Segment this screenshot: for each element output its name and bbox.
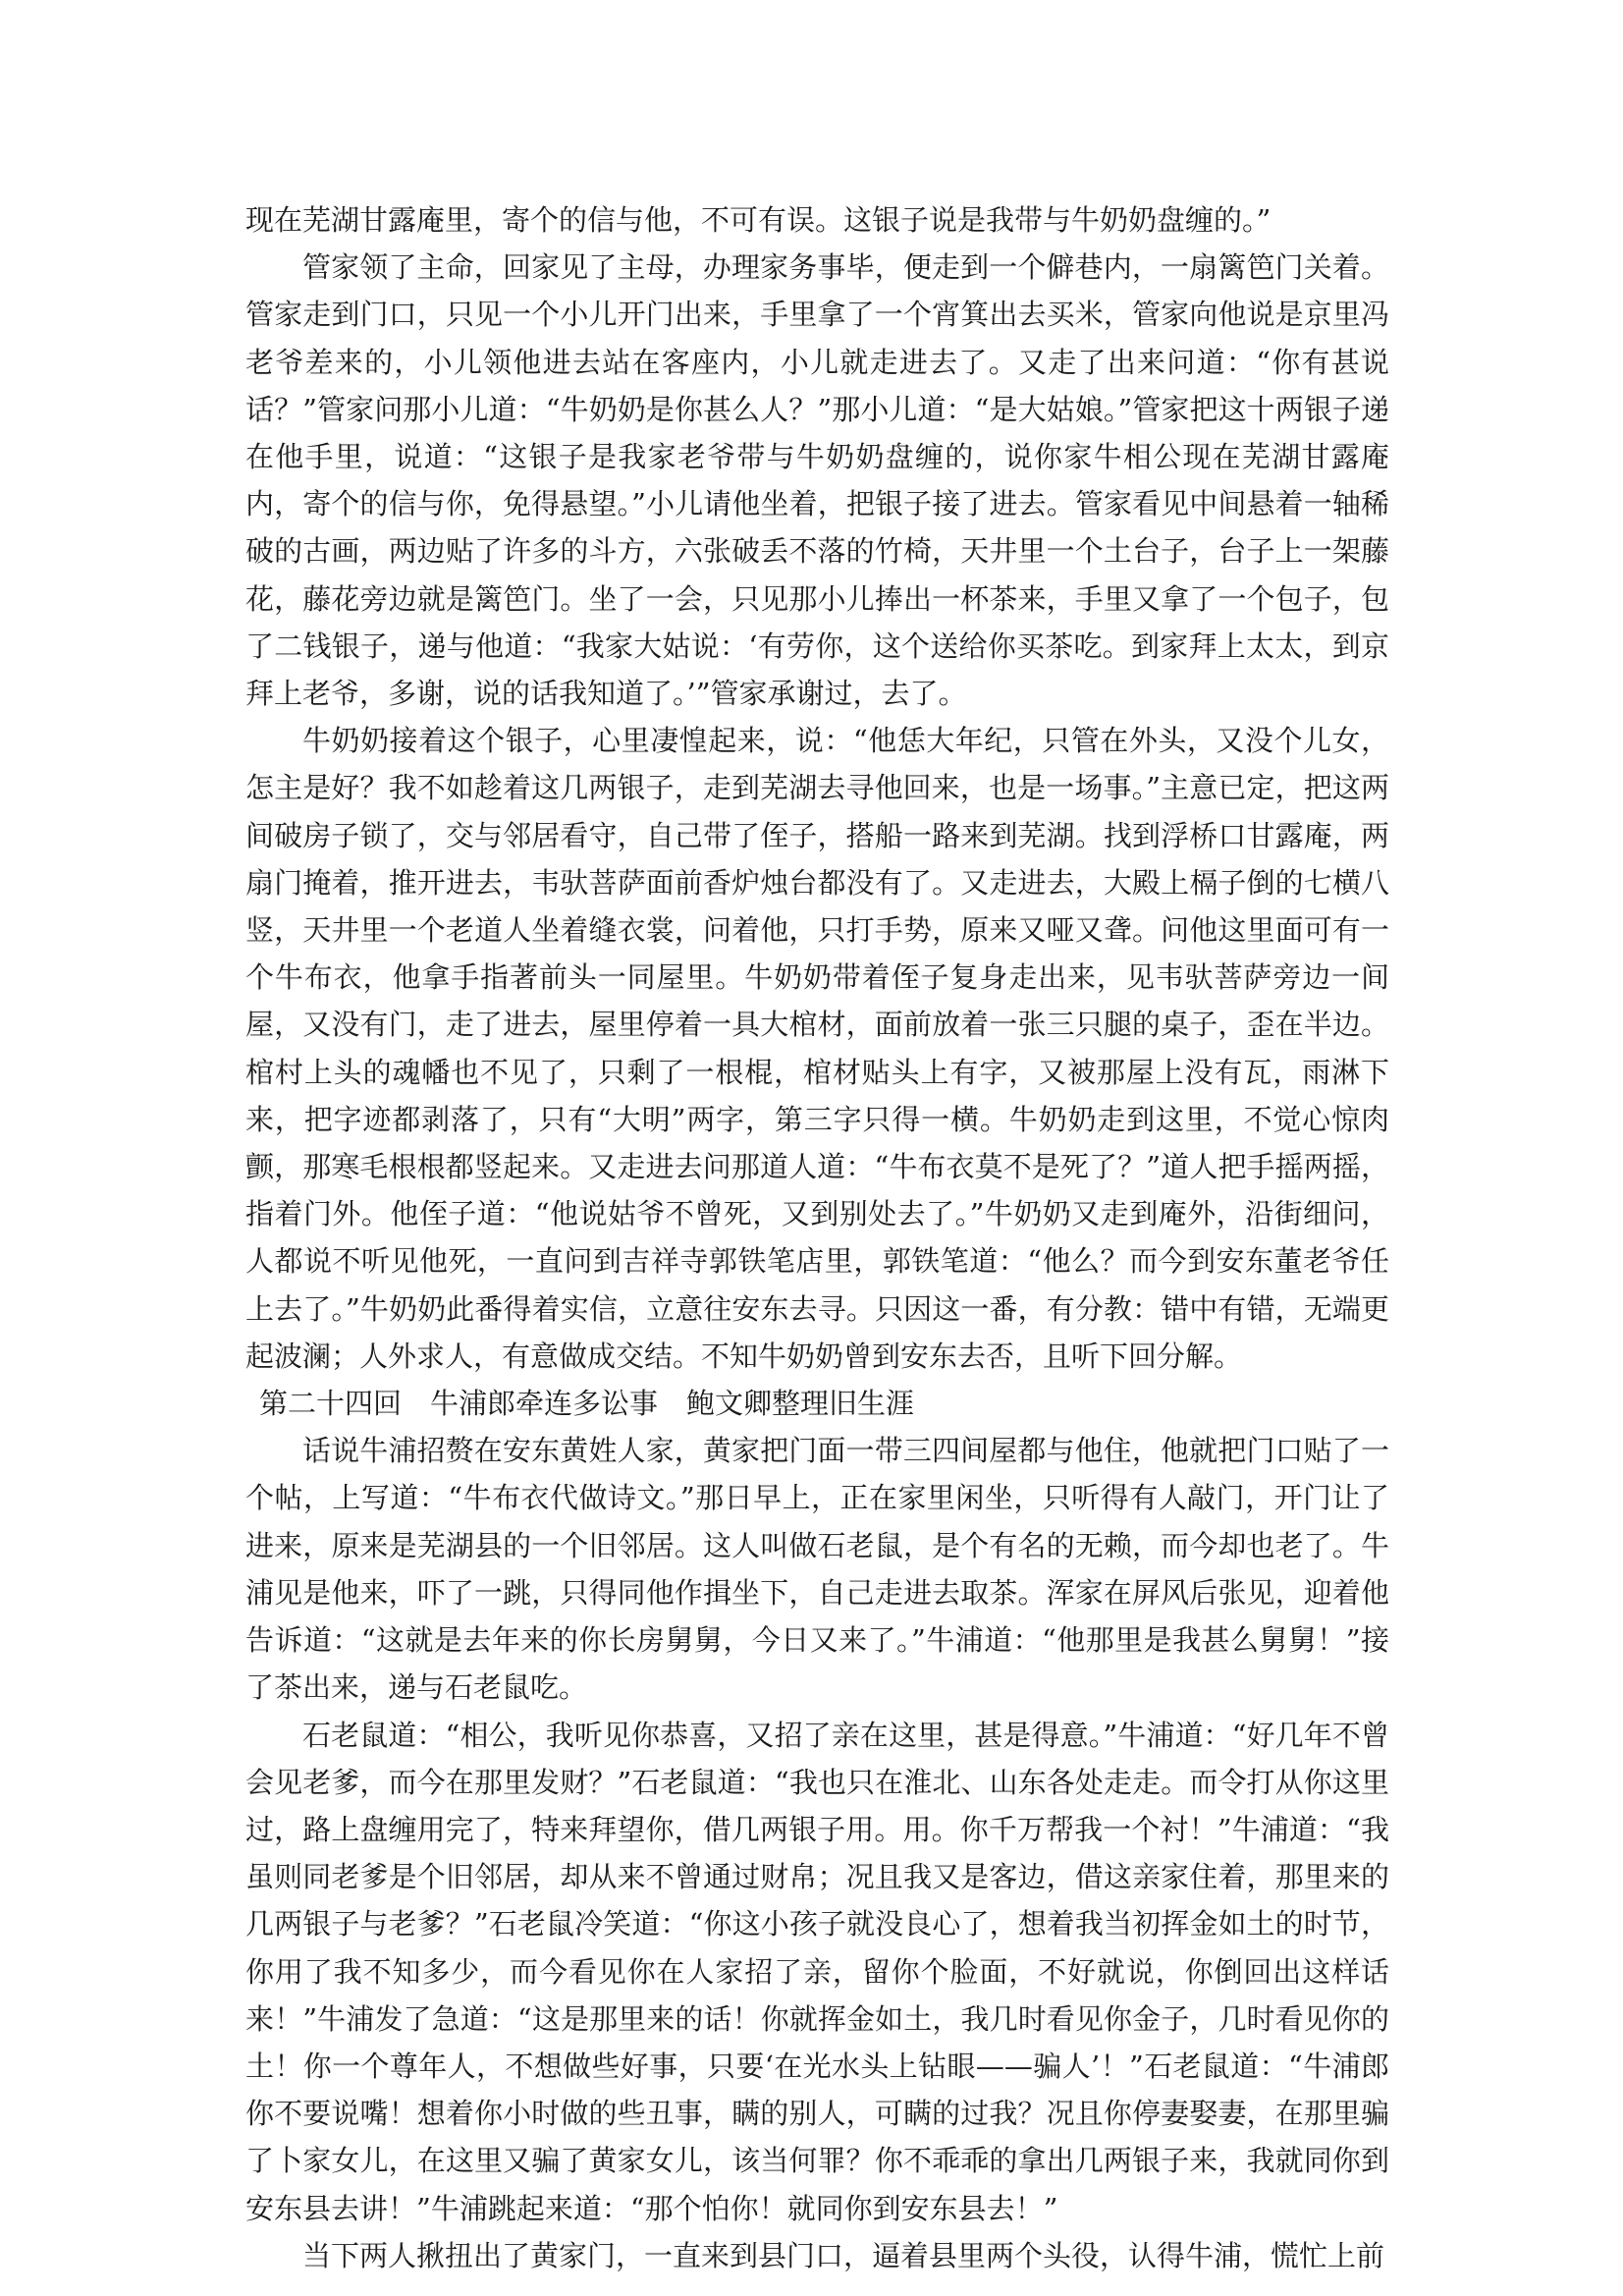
paragraph: 现在芜湖甘露庵里，寄个的信与他，不可有误。这银子说是我带与牛奶奶盘缠的。” [245,203,1271,237]
paragraph: 话说牛浦招赘在安东黄姓人家，黄家把门面一带三四间屋都与他住，他就把门口贴了一个帖，上写道：“牛布衣代做诗文。”那日早上，正在家里闲坐，只听得有人敲门，开门让了进来，原来是芜湖县的一个旧邻居。这人叫做石老鼠，是个有名的无赖，而今却也老了。牛浦见是他来，吓了一跳，只得同他作揖坐下，自己走进去取茶。浑家在屏风后张见，迎着他告诉道：“这就是去年来的你长房舅舅，今日又来了。”牛浦道：“他那里是我甚么舅舅！”接了茶出来，递与石老鼠吃。 [245,1434,1389,1705]
paragraph: 石老鼠道：“相公，我听见你恭喜，又招了亲在这里，甚是得意。”牛浦道：“好几年不曾会见老爹，而今在那里发财？”石老鼠道：“我也只在淮北、山东各处走走。而令打从你这里过，路上盘缠用完了，特来拜望你，借几两银子用。用。你千万帮我一个衬！”牛浦道：“我虽则同老爹是个旧邻居，却从来不曾通过财帛；况且我又是客边，借这亲家住着，那里来的几两银子与老爹？”石老鼠冷笑道：“你这小孩子就没良心了，想着我当初挥金如土的时节，你用了我不知多少，而今看见你在人家招了亲，留你个脸面，不好就说，你倒回出这样话来！”牛浦发了急道：“这是那里来的话！你就挥金如土，我几时看见你金子，几时看见你的土！你一个尊年人，不想做些好事，只要‘在光水头上钻眼——骗人’！”石老鼠道：“牛浦郎你不要说嘴！想着你小时做的些丑事，瞒的别人，可瞒的过我？况且你停妻娶妻，在那里骗了卜家女儿，在这里又骗了黄家女儿，该当何罪？你不乖乖的拿出几两银子来，我就同你到安东县去讲！”牛浦跳起来道：“那个怕你！就同你到安东县去！” [245,1718,1389,2225]
paragraph: 牛奶奶接着这个银子，心里凄惶起来，说：“他恁大年纪，只管在外头，又没个儿女，怎主是好？我不如趁着这几两银子，走到芜湖去寻他回来，也是一场事。”主意已定，把这两间破房子锁了，交与邻居看守，自己带了侄子，搭船一路来到芜湖。找到浮桥口甘露庵，两扇门掩着，推开进去，韦驮菩萨面前香炉烛台都没有了。又走进去，大殿上槅子倒的七横八竖，天井里一个老道人坐着缝衣裳，问着他，只打手势，原来又哑又聋。问他这里面可有一个牛布衣，他拿手指著前头一同屋里。牛奶奶带着侄子复身走出来，见韦驮菩萨旁边一间屋，又没有门，走了进去，屋里停着一具大棺材，面前放着一张三只腿的桌子，歪在半边。棺村上头的魂幡也不见了，只剩了一根棍，棺材贴头上有字，又被那屋上没有瓦，雨淋下来，把字迹都剥落了，只有“大明”两字，第三字只得一横。牛奶奶走到这里，不觉心惊肉颤，那寒毛根根都竖起来。又走进去问那道人道：“牛布衣莫不是死了？”道人把手摇两摇，指着门外。他侄子道：“他说姑爷不曾死，又到别处去了。”牛奶奶又走到庵外，沿街细问，人都说不听见他死，一直问到吉祥寺郭铁笔店里，郭铁笔道：“他么？而今到安东董老爷任上去了。”牛奶奶此番得着实信，立意往安东去寻。只因这一番，有分教：错中有错，无端更起波澜；人外求人，有意做成交结。不知牛奶奶曾到安东去否，且听下回分解。 [245,724,1389,1373]
paragraph: 当下两人揪扭出了黄家门，一直来到县门口，逼着县里两个头役，认得牛浦，慌忙上前 [302,2238,1385,2272]
document-page [245,196,1389,2279]
chapter-title: 第二十四回 牛浦郎牵连多讼事 鲍文卿整理旧生涯 [259,1387,915,1421]
paragraph: 管家领了主命，回家见了主母，办理家务事毕，便走到一个僻巷内，一扇篱笆门关着。管家走到门口，只见一个小儿开门出来，手里拿了一个宵箕出去买米，管家向他说是京里冯老爷差来的，小儿领他进去站在客座内，小儿就走进去了。又走了出来问道：“你有甚说话？”管家问那小儿道：“牛奶奶是你甚么人？”那小儿道：“是大姑娘。”管家把这十两银子递在他手里，说道：“这银子是我家老爷带与牛奶奶盘缠的，说你家牛相公现在芜湖甘露庵内，寄个的信与你，免得悬望。”小儿请他坐着，把银子接了进去。管家看见中间悬着一轴稀破的古画，两边贴了许多的斗方，六张破丢不落的竹椅，天井里一个土台子，台子上一架藤花，藤花旁边就是篱笆门。坐了一会，只见那小儿捧出一杯茶来，手里又拿了一个包子，包了二钱银子，递与他道：“我家大姑说：‘有劳你，这个送给你买茶吃。到家拜上太太，到京拜上老爷，多谢，说的话我知道了。’”管家承谢过，去了。 [245,250,1389,711]
